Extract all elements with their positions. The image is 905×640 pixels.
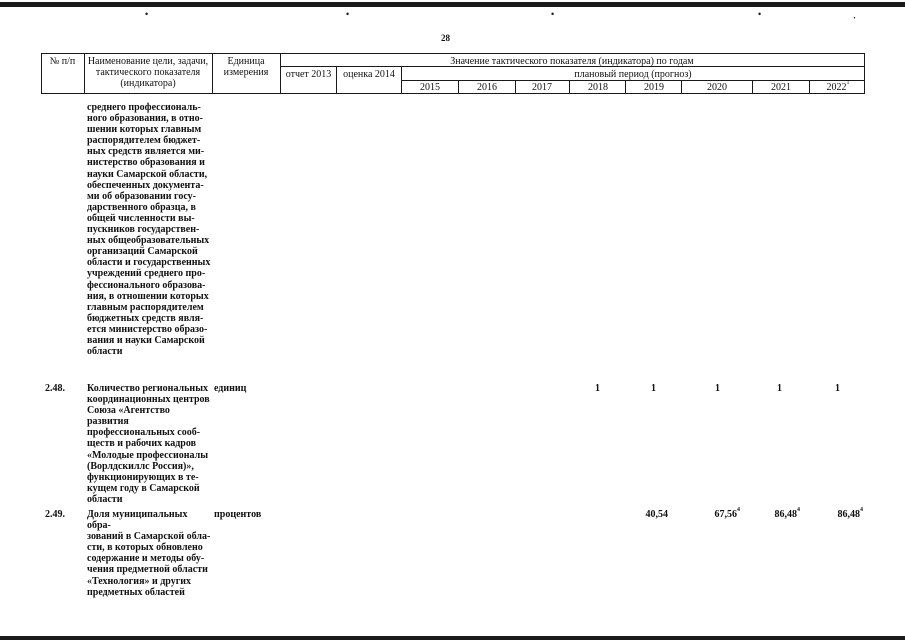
row-number: 2.48.	[45, 383, 65, 394]
value-2021: 86,48$^4$	[774, 507, 800, 520]
header-year-2018: 2018	[588, 82, 608, 93]
row-unit: процентов	[214, 509, 262, 520]
header-report-2013: отчет 2013	[285, 69, 332, 80]
page-number: 28	[441, 33, 450, 43]
row-continuation-name: среднего профессиональ- ного образования, в отно- шении которых главным распорядителем бюджет- ных средств является ми- нистерство образования и науки Самарской области, обеспеченных документа- ми об образовании госу- дарственного образца, в общей численности вы- пускников государствен- ных общеобразовательных организаций Самарской области и государственных учреждений среднего про- фессионального образова- ния, в отношении которых главным распорядителем бюджетных средств явля- ется министерство образо- вания и науки Самарской области	[87, 102, 211, 358]
value-2020: 1	[715, 383, 720, 394]
header-year-2017: 2017	[532, 82, 552, 93]
scan-speck: ·	[853, 13, 857, 23]
value-2019: 1	[651, 383, 656, 394]
row-name: Количество региональных координационных центров Союза «Агентство развития профессиональных сооб- ществ и рабочих кадров «Молодые профессионалы (Ворлдскиллс Россия)», функционирующих в те- кущем году в Самарской области	[87, 383, 210, 505]
top-scan-border	[0, 2, 905, 7]
header-estimate-2014: оценка 2014	[343, 69, 395, 80]
header-year-2022: 2022$^1$	[826, 80, 850, 93]
header-values: Значение тактического показателя (индикатора) по годам	[450, 56, 694, 67]
value-2022: 86,48$^4$	[837, 507, 863, 520]
value-2018: 1	[595, 383, 600, 394]
value-2019: 40,54	[645, 509, 668, 520]
scan-speck: •	[551, 9, 555, 19]
header-unit: Единица измерения	[223, 56, 269, 78]
value-2020: 67,56$^4$	[714, 507, 740, 520]
header-name: Наименование цели, задачи, тактического показателя (индикатора)	[87, 56, 209, 89]
scan-speck: •	[346, 9, 350, 19]
value-2022: 1	[835, 383, 840, 394]
row-name: Доля муниципальных обра- зований в Самарской обла- сти, в которых обновлено содержание и методы обу- чения предметной области «Технология» и других предметных областей	[87, 509, 211, 598]
row-number: 2.49.	[45, 509, 65, 520]
value-2021: 1	[777, 383, 782, 394]
header-year-2019: 2019	[644, 82, 664, 93]
header-year-2020: 2020	[707, 82, 727, 93]
header-year-2015: 2015	[420, 82, 440, 93]
header-planned-period: плановый период (прогноз)	[574, 69, 692, 80]
header-year-2016: 2016	[477, 82, 497, 93]
scan-speck: •	[758, 9, 762, 19]
scan-speck: •	[145, 9, 149, 19]
header-number: № п/п	[49, 56, 76, 67]
header-year-2021: 2021	[771, 82, 791, 93]
bottom-scan-border	[0, 636, 905, 640]
row-unit: единиц	[214, 383, 247, 394]
